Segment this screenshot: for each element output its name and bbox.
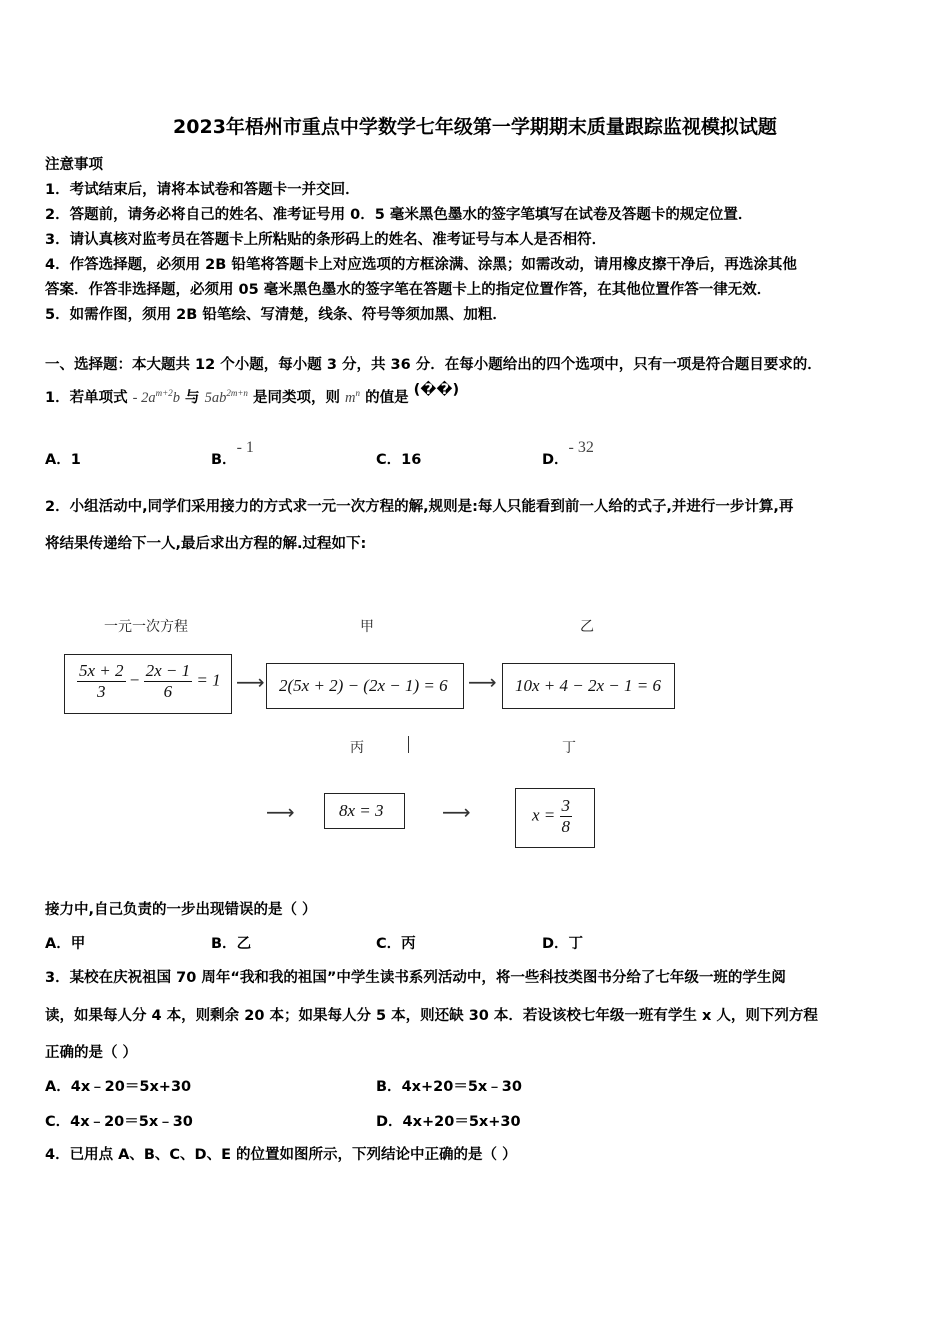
q2-option-c: C．丙	[376, 936, 416, 952]
q3-option-b: B．4x+20＝5x﹣30	[376, 1079, 522, 1095]
notice-item: 3．请认真核对监考员在答题卡上所粘贴的条形码上的姓名、准考证号与本人是否相符．	[45, 232, 607, 248]
arrow-icon: ⟶	[468, 670, 497, 694]
question-1	[45, 382, 460, 407]
q3-option-c: C．4x﹣20＝5x﹣30	[45, 1114, 193, 1130]
notice-item: 1．考试结束后，请将本试卷和答题卡一并交回．	[45, 182, 360, 198]
q1-option-b: B．- 1	[211, 439, 254, 468]
q1-term2: $5ab^{2m+n}$	[204, 388, 248, 406]
q1-term1: - $2a^{m+2}b$	[132, 388, 180, 406]
q1-answer-bracket: (��)	[413, 382, 460, 398]
label-yi: 乙	[580, 619, 594, 635]
divider	[408, 736, 409, 753]
label-start: 一元一次方程	[104, 619, 188, 635]
q1-option-d: D．- 32	[542, 439, 594, 468]
equation-box-yi: 10x + 4 − 2x − 1 = 6	[502, 663, 675, 709]
q4-line1: 4．已用点 A、B、C、D、E 的位置如图所示，下列结论中正确的是（ ）	[45, 1147, 517, 1163]
arrow-icon: ⟶	[236, 670, 265, 694]
page-title: 2023年梧州市重点中学数学七年级第一学期期末质量跟踪监视模拟试题	[173, 116, 777, 138]
label-ding: 丁	[562, 740, 576, 756]
q1-tail: 的值是	[365, 390, 409, 406]
notice-item: 5．如需作图，须用 2B 铅笔绘、写清楚，线条、符号等须加黑、加粗．	[45, 307, 507, 323]
arrow-icon: ⟶	[442, 800, 471, 824]
arrow-icon: ⟶	[266, 800, 295, 824]
q2-option-a: A．甲	[45, 936, 86, 952]
notice-heading: 注意事项	[45, 157, 103, 173]
section-heading: 一、选择题：本大题共 12 个小题，每小题 3 分，共 36 分．在每小题给出的四个选项中，只有一项是符合题目要求的．	[45, 357, 822, 373]
equation-box-ding: x = $\frac{3}{8}$	[515, 788, 595, 848]
q3-line3: 正确的是（ ）	[45, 1045, 138, 1061]
q3-line1: 3．某校在庆祝祖国 70 周年“我和我的祖国”中学生读书系列活动中，将一些科技类图书分给了七年级一班的学生阅	[45, 970, 786, 986]
q2-option-d: D．丁	[542, 936, 584, 952]
q1-prefix: 1．若单项式	[45, 390, 128, 406]
notice-item: 答案．作答非选择题，必须用 05 毫米黑色墨水的签字笔在答题卡上的指定位置作答，在其他位置作答一律无效．	[45, 282, 772, 298]
notice-item: 4．作答选择题，必须用 2B 铅笔将答题卡上对应选项的方框涂满、涂黑；如需改动，请用橡皮擦干净后，再选涂其他	[45, 257, 797, 273]
label-jia: 甲	[360, 619, 374, 635]
equation-box-start: $\frac{5x + 2}{3}$ − $\frac{2x - 1}{6}$ = 1	[64, 654, 232, 714]
q2-line1: 2．小组活动中,同学们采用接力的方式求一元一次方程的解,规则是:每人只能看到前一人给的式子,并进行一步计算,再	[45, 499, 794, 515]
q1-mid: 与	[185, 390, 200, 406]
q1-expr: $m^n$	[345, 388, 361, 406]
equation-box-bing: 8x = 3	[324, 793, 405, 829]
q3-option-d: D．4x+20＝5x+30	[376, 1114, 521, 1130]
q3-line2: 读，如果每人分 4 本，则剩余 20 本；如果每人分 5 本，则还缺 30 本．若设该校七年级一班有学生 x 人，则下列方程	[45, 1008, 818, 1024]
q1-option-c: C．16	[376, 452, 422, 468]
q3-option-a: A．4x﹣20＝5x+30	[45, 1079, 192, 1095]
q1-suffix: 是同类项，则	[252, 390, 340, 406]
q1-option-a: A．1	[45, 452, 81, 468]
notice-item: 2．答题前，请务必将自己的姓名、准考证号用 0．5 毫米黑色墨水的签字笔填写在试卷及答题卡的规定位置．	[45, 207, 753, 223]
equation-box-jia: 2(5x + 2) − (2x − 1) = 6	[266, 663, 464, 709]
label-bing: 丙	[350, 740, 364, 756]
q2-line2: 将结果传递给下一人,最后求出方程的解.过程如下:	[45, 536, 367, 552]
q2-option-b: B．乙	[211, 936, 252, 952]
q2-question: 接力中,自己负责的一步出现错误的是（ ）	[45, 902, 317, 918]
